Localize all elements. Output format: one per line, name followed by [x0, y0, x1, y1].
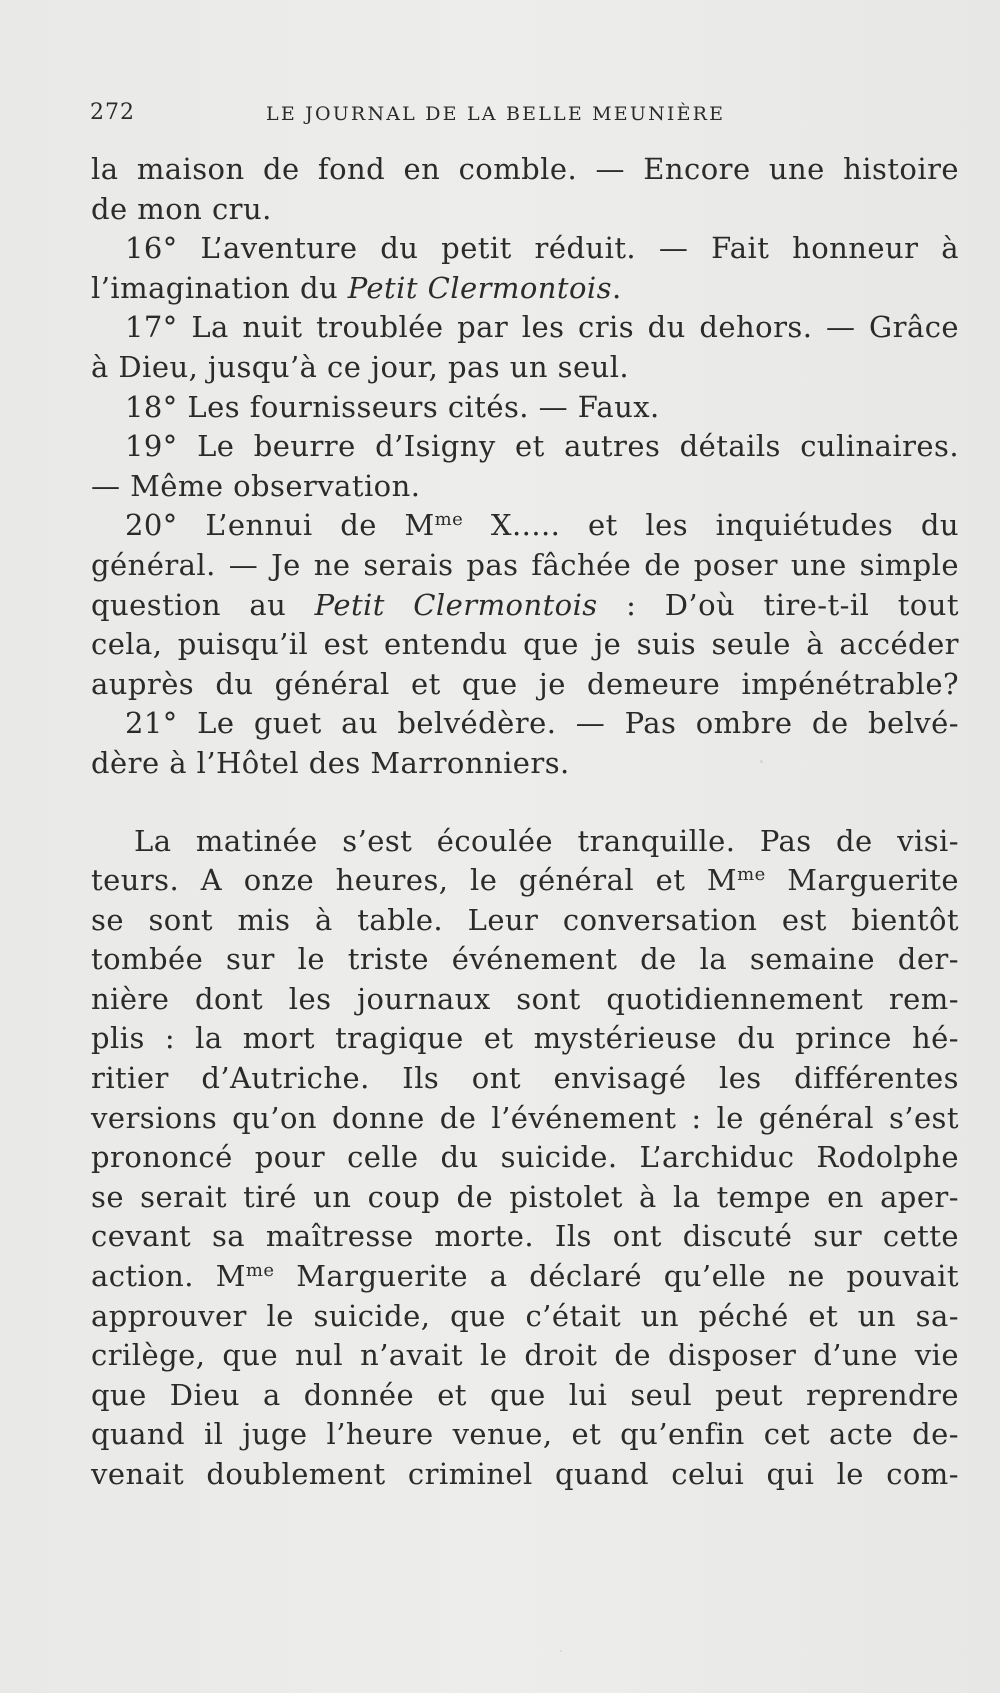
superscript: me	[737, 864, 766, 886]
text-line: approuver le suicide, que c’était un péché et un sa-	[91, 1298, 959, 1333]
text-line: 21° Le guet au belvédère. — Pas ombre de belvé-	[125, 706, 959, 741]
text-line: ritier d’Autriche. Ils ont envisagé les différentes	[91, 1061, 959, 1096]
text-line: question au Petit Clermontois : D’où tire-t-il tout	[91, 587, 960, 622]
text-line: — Même observation.	[91, 468, 421, 503]
superscript: me	[245, 1260, 275, 1282]
text-line: à Dieu, jusqu’à ce jour, pas un seul.	[91, 349, 630, 384]
text-line: crilège, que nul n’avait le droit de disposer d’une vie	[91, 1338, 959, 1373]
text-line: tombée sur le triste événement de la semaine der-	[91, 942, 959, 977]
text-line: se serait tiré un coup de pistolet à la tempe en aper-	[91, 1179, 959, 1214]
text-line: dère à l’Hôtel des Marronniers.	[91, 745, 570, 780]
running-title: LE JOURNAL DE LA BELLE MEUNIÈRE	[266, 103, 726, 125]
text-line: plis : la mort tragique et mystérieuse du prince hé-	[91, 1021, 959, 1056]
text-line: 16° L’aventure du petit réduit. — Fait honneur à	[125, 231, 959, 266]
italic-title: Petit Clermontois	[347, 270, 612, 305]
paper-speck	[908, 1285, 910, 1287]
text-line: venait doublement criminel quand celui qui le com-	[91, 1457, 959, 1491]
body-text	[91, 150, 959, 1495]
text-line: teurs. A onze heures, le général et $M^{me}$ Marguerite	[91, 863, 959, 898]
text-line: nière dont les journaux sont quotidiennement rem-	[91, 981, 959, 1016]
page-header	[90, 100, 780, 130]
text-line: action. $M^{me}$ Marguerite a déclaré qu’elle ne pouvait	[91, 1259, 959, 1294]
text-line: quand il juge l’heure venue, et qu’enfin cet acte de-	[91, 1417, 959, 1452]
text-line: de mon cru.	[91, 191, 272, 226]
paper-speck	[560, 1650, 562, 1652]
superscript: me	[434, 509, 464, 531]
text-line: auprès du général et que je demeure impénétrable?	[91, 666, 959, 701]
italic-title: Petit Clermontois	[314, 587, 598, 622]
text-line: 18° Les fournisseurs cités. — Faux.	[125, 389, 660, 424]
paper-speck	[760, 760, 763, 763]
page-number: 272	[90, 100, 135, 125]
text-line: la maison de fond en comble. — Encore une histoire	[91, 152, 959, 186]
text-line: cevant sa maîtresse morte. Ils ont discuté sur cette	[91, 1219, 959, 1254]
text-line: l’imagination du Petit Clermontois.	[91, 270, 622, 305]
text-line: versions qu’on donne de l’événement : le général s’est	[91, 1100, 959, 1135]
text-line: se sont mis à table. Leur conversation est bientôt	[91, 902, 959, 937]
text-line: 20° L’ennui de $M^{me}$ X..... et les inquiétudes du	[125, 508, 959, 543]
text-line: 19° Le beurre d’Isigny et autres détails culinaires.	[125, 429, 959, 464]
text-line: La matinée s’est écoulée tranquille. Pas de visi-	[134, 823, 959, 858]
text-line: 17° La nuit troublée par les cris du dehors. — Grâce	[125, 310, 959, 345]
text-line: prononcé pour celle du suicide. L’archiduc Rodolphe	[91, 1140, 959, 1175]
text-line: général. — Je ne serais pas fâchée de poser une simple	[91, 547, 959, 582]
text-line: que Dieu a donnée et que lui seul peut reprendre	[91, 1377, 959, 1412]
paragraph-gap	[91, 784, 959, 822]
text-line: cela, puisqu’il est entendu que je suis seule à accéder	[91, 627, 959, 662]
